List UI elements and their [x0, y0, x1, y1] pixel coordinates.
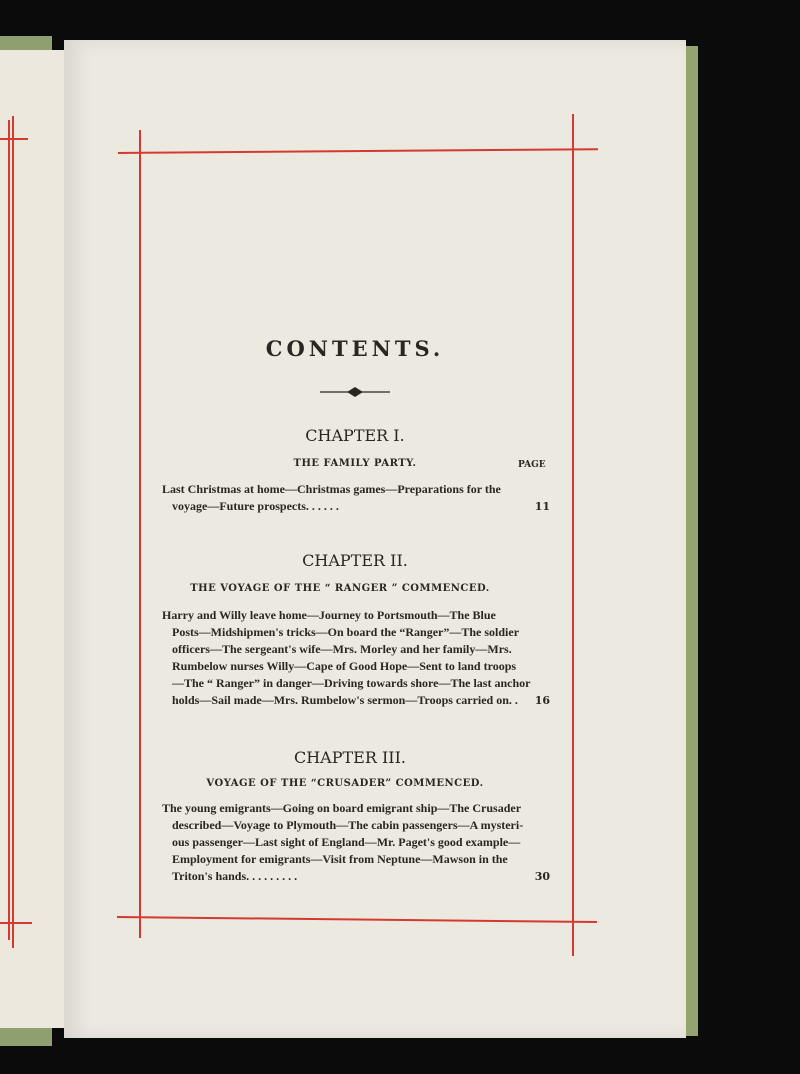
chapter-summary-line: Last Christmas at home—Christmas games—Preparations for the — [162, 482, 501, 496]
left-page-rule — [8, 120, 10, 940]
chapter-summary — [162, 481, 550, 515]
chapter-summary-line: voyage—Future prospects. . . . . . — [172, 499, 339, 513]
chapter-title: CHAPTER III. — [293, 748, 407, 767]
border-rule-left — [139, 130, 141, 938]
left-page — [0, 50, 67, 1028]
chapter-title: CHAPTER I. — [305, 426, 405, 445]
chapter-summary — [162, 607, 550, 709]
chapter-summary-line: The young emigrants—Going on board emigrant ship—The Crusader — [162, 801, 522, 815]
chapter-summary-line: officers—The sergeant's wife—Mrs. Morley and her family—Mrs. — [172, 642, 512, 656]
chapter-summary-line: Triton's hands. . . . . . . . . — [172, 869, 298, 883]
chapter-summary-line: Employment for emigrants—Visit from Neptune—Mawson in the — [172, 852, 508, 866]
chapter-summary-line: Harry and Willy leave home—Journey to Portsmouth—The Blue — [162, 608, 496, 622]
ornament-divider-icon — [320, 386, 390, 398]
chapter-page-number: 11 — [534, 500, 550, 513]
page-column-label: PAGE — [518, 460, 546, 470]
chapter-summary-line: described—Voyage to Plymouth—The cabin passengers—A mysteri- — [172, 818, 524, 832]
chapter-summary-last-row — [162, 692, 550, 709]
chapter-subtitle: THE VOYAGE OF THE “ RANGER ” COMMENCED. — [190, 583, 490, 594]
border-rule-right — [572, 114, 574, 956]
left-page-rule — [12, 116, 14, 948]
chapter-page-number: 16 — [534, 694, 550, 707]
chapter-summary-line: Posts—Midshipmen's tricks—On board the “Ranger”—The soldier — [172, 625, 520, 639]
chapter-summary-line: —The “ Ranger” in danger—Driving towards shore—The last anchor — [172, 676, 531, 690]
chapter-title: CHAPTER II. — [302, 551, 408, 570]
chapter-summary-line: holds—Sail made—Mrs. Rumbelow's sermon—Troops carried on. . — [172, 693, 518, 707]
chapter-summary-last-row — [162, 498, 550, 515]
left-page-rule — [0, 138, 28, 140]
chapter-summary-last-row — [162, 868, 550, 885]
chapter-summary-line: ous passenger—Last sight of England—Mr. Paget's good example— — [172, 835, 521, 849]
chapter-page-number: 30 — [534, 870, 550, 883]
chapter-summary-line: Rumbelow nurses Willy—Cape of Good Hope—Sent to land troops — [172, 659, 517, 673]
chapter-summary — [162, 800, 550, 885]
chapter-subtitle: THE FAMILY PARTY. — [293, 458, 417, 469]
left-page-rule — [0, 922, 32, 924]
contents-page — [64, 40, 686, 1038]
page-title: CONTENTS. — [265, 336, 445, 361]
chapter-subtitle: VOYAGE OF THE “CRUSADER” COMMENCED. — [206, 778, 484, 789]
